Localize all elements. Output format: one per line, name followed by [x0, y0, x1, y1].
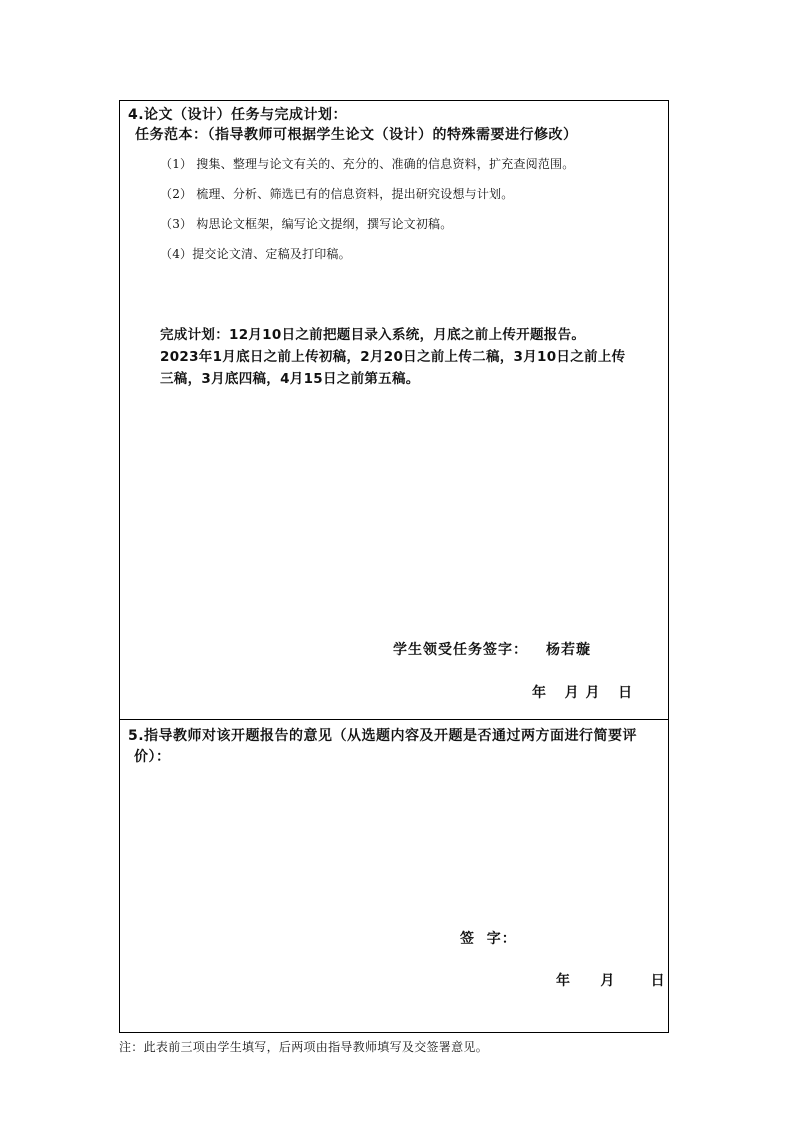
task-item-2: （2） 梳理、分析、筛选已有的信息资料，提出研究设想与计划。 — [160, 187, 514, 201]
plan-line-2: 2023年1月底日之前上传初稿，2月20日之前上传二稿，3月10日之前上传 — [160, 349, 626, 365]
section-5-title: 5.指导教师对该开题报告的意见（从选题内容及开题是否通过两方面进行简要评 — [128, 728, 638, 744]
task-item-1: （1） 搜集、整理与论文有关的、充分的、准确的信息资料，扩充查阅范围。 — [160, 157, 575, 171]
teacher-signature-label: 签 字： — [460, 931, 517, 947]
plan-line-3: 三稿，3月底四稿，4月15日之前第五稿。 — [160, 371, 420, 387]
section-4-title: 4.论文（设计）任务与完成计划： — [128, 107, 348, 123]
task-template-label: 任务范本：（指导教师可根据学生论文（设计）的特殊需要进行修改） — [135, 127, 578, 143]
task-item-3: （3） 构思论文框架，编写论文提纲，撰写论文初稿。 — [160, 217, 453, 231]
plan-line-1: 完成计划：12月10日之前把题目录入系统，月底之前上传开题报告。 — [160, 327, 586, 343]
student-signature-label: 学生领受任务签字： — [393, 642, 528, 658]
task-item-4: （4）提交论文清、定稿及打印稿。 — [160, 247, 351, 261]
student-date-line: 年 月 月 日 — [532, 685, 634, 701]
footnote: 注：此表前三项由学生填写，后两项由指导教师填写及交签署意见。 — [119, 1040, 489, 1054]
teacher-date-line: 年 月 日 — [556, 973, 666, 989]
student-signature-name: 杨若璇 — [546, 642, 591, 658]
section-5-title-cont: 价）： — [134, 749, 171, 765]
